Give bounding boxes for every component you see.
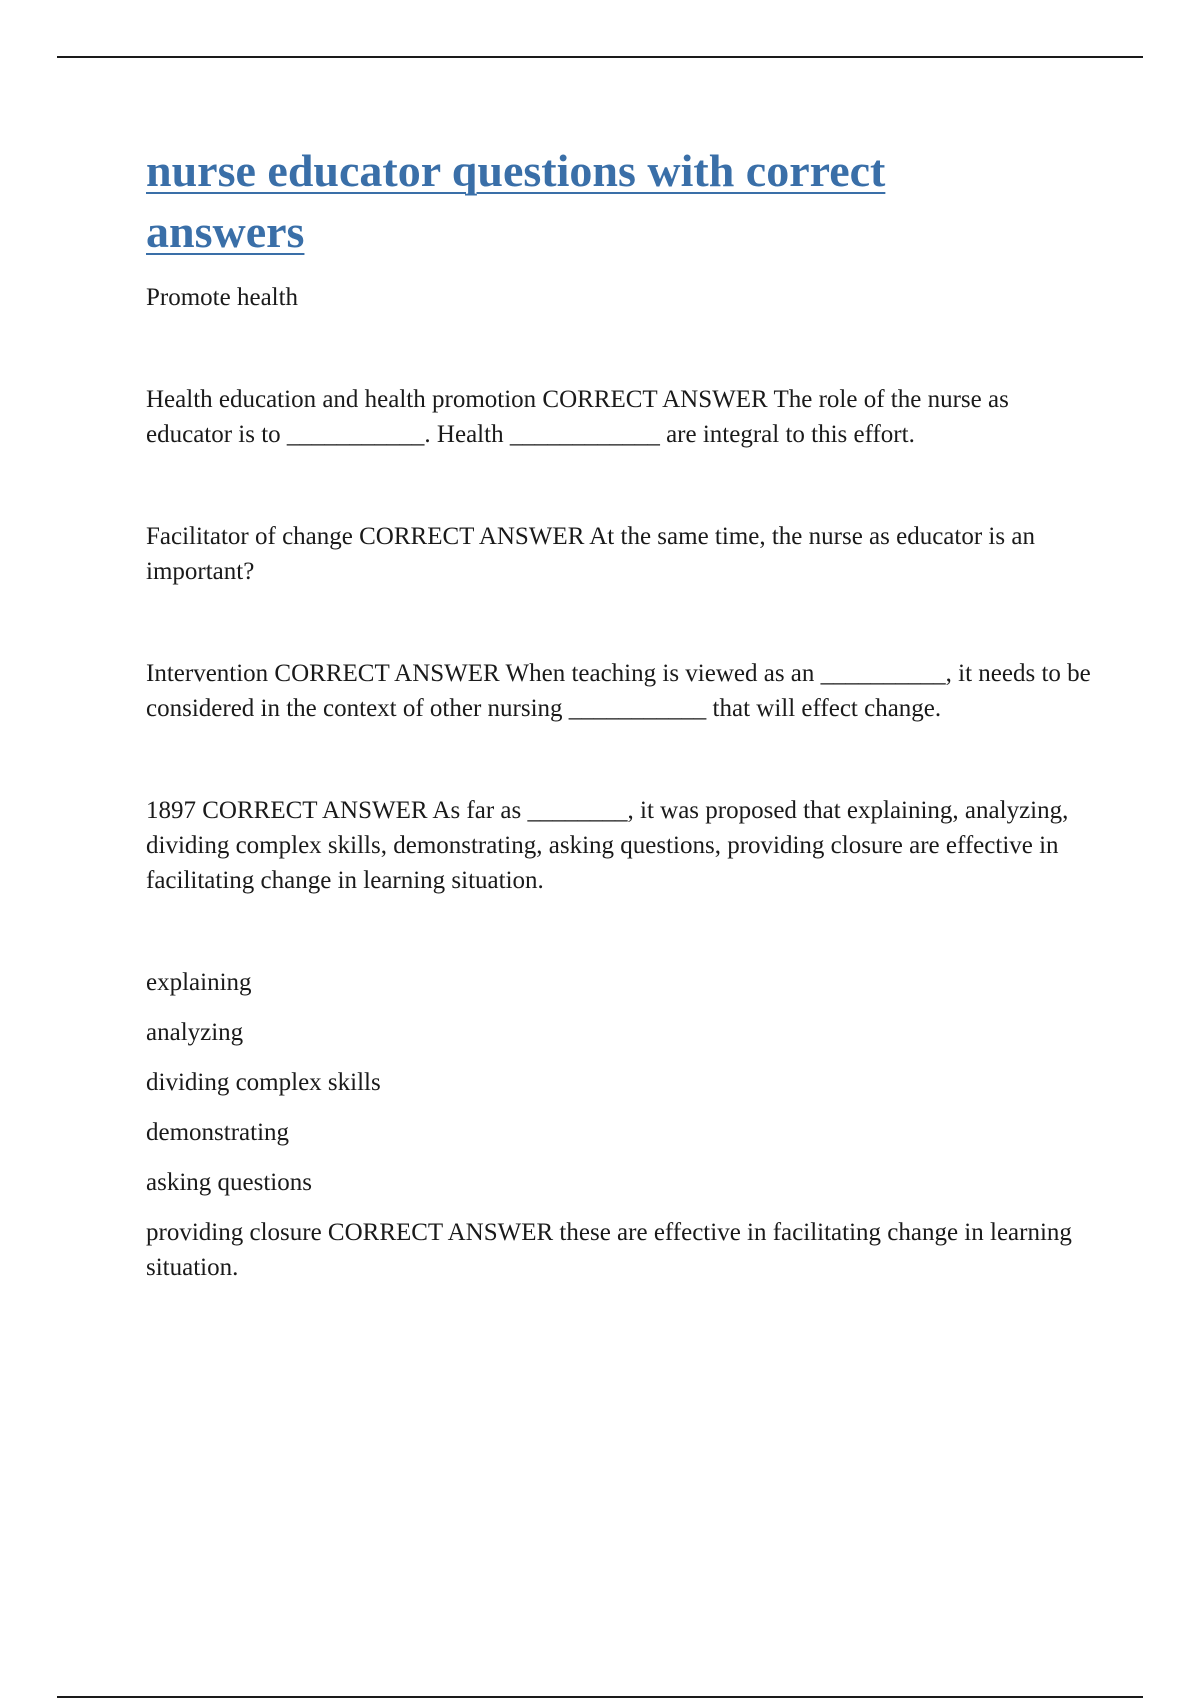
qa-entry-3: Intervention CORRECT ANSWER When teaching is viewed as an __________, it needs to be considered in the context of other nursing ___________ that will effect change. (146, 660, 1091, 722)
document-body (146, 140, 1091, 1285)
list-item: demonstrating (146, 1119, 290, 1146)
header-rule (57, 56, 1143, 58)
list-item: explaining (146, 969, 252, 996)
list-item: analyzing (146, 1019, 244, 1046)
qa-entry-1: Health education and health promotion CORRECT ANSWER The role of the nurse as educator is to ___________. Health ____________ are integral to this effort. (146, 386, 1009, 448)
qa-entry-2: Facilitator of change CORRECT ANSWER At the same time, the nurse as educator is an important? (146, 523, 1035, 585)
intro-text: Promote health (146, 284, 299, 311)
list-item: dividing complex skills (146, 1069, 381, 1096)
list-item: providing closure CORRECT ANSWER these are effective in facilitating change in learning situation. (146, 1219, 1072, 1281)
footer-rule (57, 1696, 1143, 1698)
qa-entry-4: 1897 CORRECT ANSWER As far as ________, it was proposed that explaining, analyzing, dividing complex skills, demonstrating, asking questions, providing closure are effective in facilitating change in learning situation. (146, 797, 1069, 894)
document-title[interactable]: nurse educator questions with correct answers (146, 145, 886, 257)
list-item: asking questions (146, 1169, 312, 1196)
